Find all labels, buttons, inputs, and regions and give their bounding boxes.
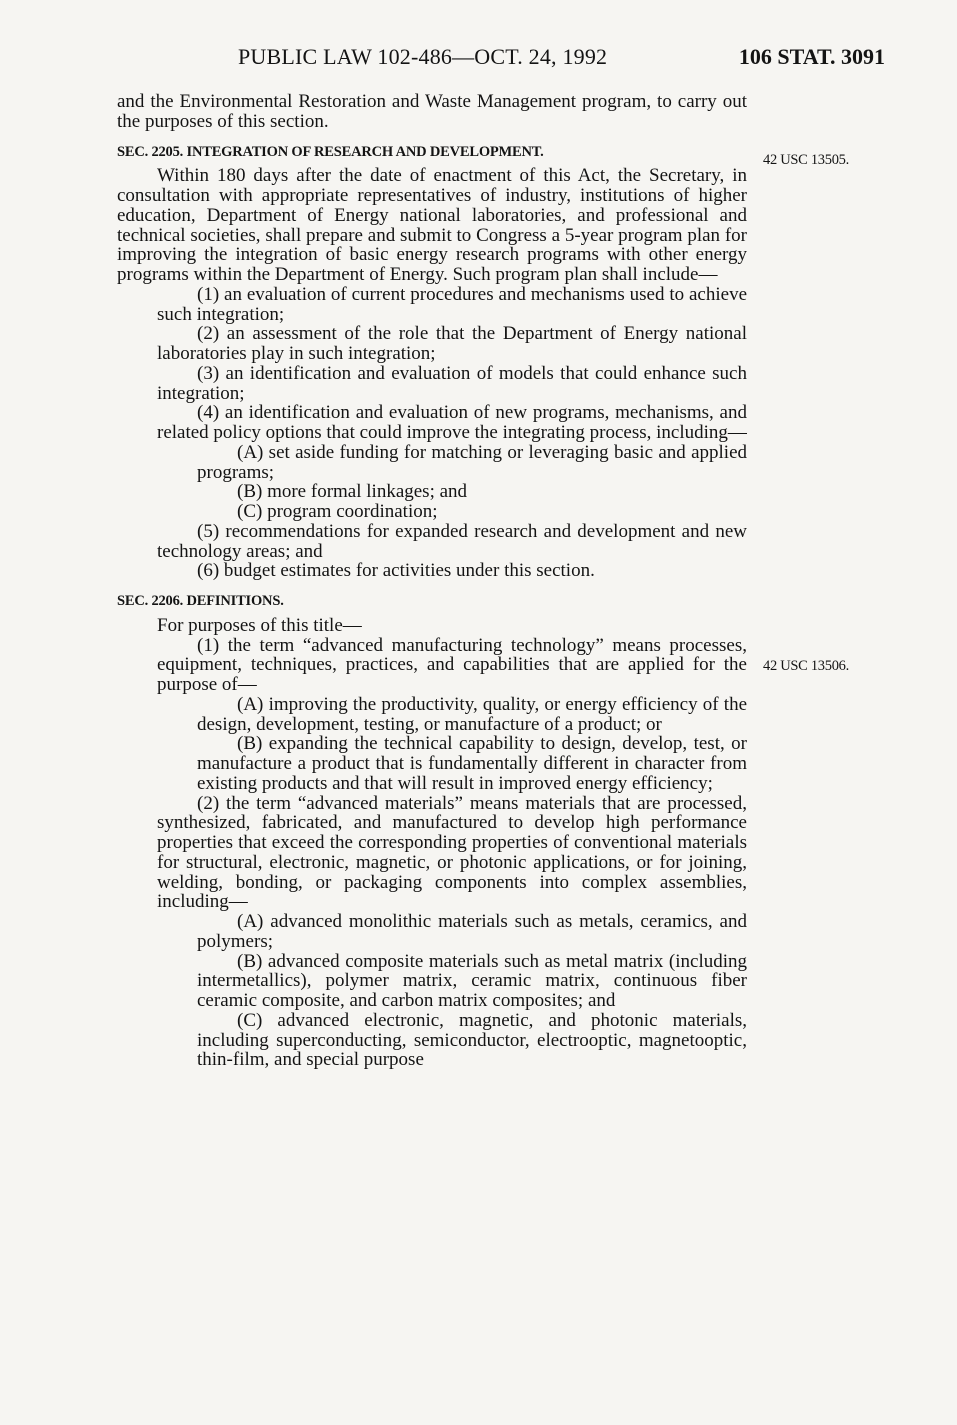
list-item-4: (4) an identification and evaluation of new programs, mechanisms, and related policy options that could improve the integrating process, including—: [157, 402, 747, 443]
section-2205-intro: Within 180 days after the date of enactment of this Act, the Secretary, in consultation with appropriate representatives of industry, institutions of higher education, Department of Energy national laboratories, and professional and technical societies, shall prepare and submit to Congress a 5-year program plan for improving the integration of basic energy research programs with other energy programs within the Department of Energy. Such program plan shall include—: [117, 165, 747, 285]
list-item-3: (3) an identification and evaluation of models that could enhance such integration;: [157, 362, 747, 404]
statute-page-number: 106 STAT. 3091: [738, 44, 885, 69]
definition-1a: (A) improving the productivity, quality, or energy efficiency of the design, development, testing, or manufacture of a product; or: [197, 693, 747, 735]
definition-2b: (B) advanced composite materials such as metal matrix (including intermetallics), polymer matrix, ceramic matrix, continuous fiber ceramic composite, and carbon matrix composites; and: [197, 950, 747, 1011]
list-item-4a: (A) set aside funding for matching or leveraging basic and applied programs;: [197, 441, 747, 483]
margin-citation-13505: 42 USC 13505.: [763, 152, 849, 168]
section-2206-intro: For purposes of this title—: [157, 614, 362, 636]
list-item-5: (5) recommendations for expanded research and development and new technology areas; and: [157, 520, 747, 562]
section-heading-2206: SEC. 2206. DEFINITIONS.: [117, 593, 284, 609]
list-item-2: (2) an assessment of the role that the Department of Energy national laboratories play in such integration;: [157, 323, 747, 364]
page-header: [0, 44, 957, 74]
list-item-4c: (C) program coordination;: [237, 501, 438, 522]
list-item-4b: (B) more formal linkages; and: [237, 481, 468, 503]
definition-2: (2) the term “advanced materials” means materials that are processed, synthesized, fabricated, and manufactured to develop high performance properties that exceed the corresponding properties of conventional materials for structural, electronic, magnetic, or photonic applications, or for joining, welding, bonding, or packaging components into complex assemblies, including—: [157, 792, 747, 913]
continuation-paragraph: and the Environmental Restoration and Waste Management program, to carry out the purposes of this section.: [117, 91, 747, 132]
definition-1b: (B) expanding the technical capability to design, develop, test, or manufacture a product that is fundamentally different in character from existing products and that will result in improved energy efficiency;: [197, 733, 747, 794]
section-heading-2205: SEC. 2205. INTEGRATION OF RESEARCH AND DEVELOPMENT.: [117, 143, 544, 160]
list-item-1: (1) an evaluation of current procedures and mechanisms used to achieve such integration;: [157, 283, 747, 325]
definition-2c: (C) advanced electronic, magnetic, and photonic materials, including superconducting, semiconductor, electrooptic, magnetooptic, thin-film, and special purpose: [197, 1009, 747, 1071]
definition-1: (1) the term “advanced manufacturing technology” means processes, equipment, techniques, practices, and capabilities that are applied for the purpose of—: [157, 634, 747, 695]
definition-2a: (A) advanced monolithic materials such as metals, ceramics, and polymers;: [197, 911, 747, 952]
body-text: [117, 92, 747, 1070]
margin-citation-13506: 42 USC 13506.: [763, 658, 849, 674]
running-head-title: PUBLIC LAW 102-486—OCT. 24, 1992: [238, 44, 608, 69]
list-item-6: (6) budget estimates for activities under this section.: [197, 560, 595, 582]
